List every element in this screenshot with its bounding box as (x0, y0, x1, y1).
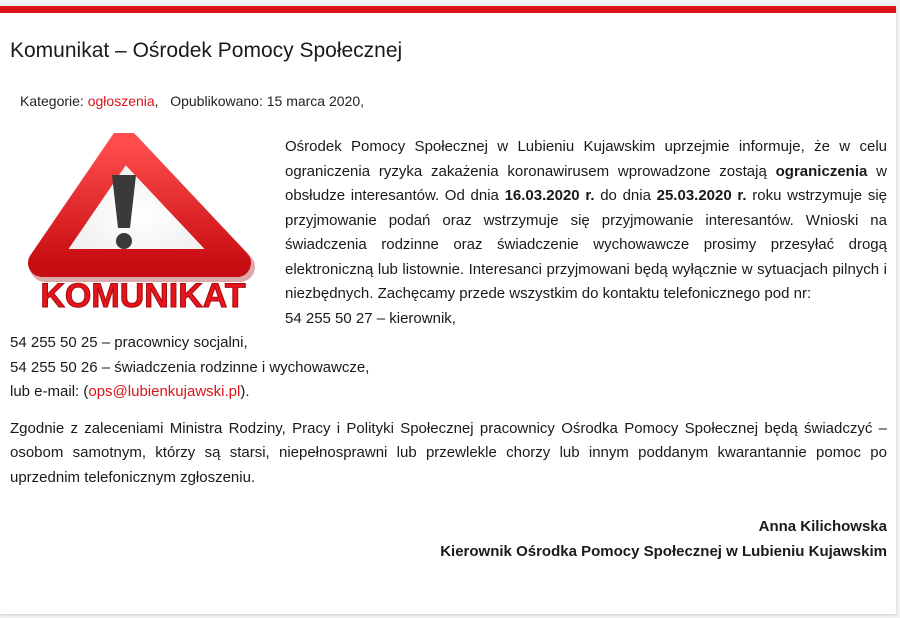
signature-role: Kierownik Ośrodka Pomocy Społecznej w Lubieniu Kujawskim (440, 543, 887, 560)
highlight-end-date: 25.03.2020 r. (656, 187, 747, 204)
banner-word: KOMUNIKAT (40, 277, 246, 315)
post-card (0, 6, 896, 614)
signature-name: Anna Kilichowska (758, 518, 887, 535)
category-separator: , (154, 93, 159, 109)
category-link[interactable]: ogłoszenia (87, 93, 155, 109)
published-date: 15 marca 2020, (266, 93, 365, 109)
post-content (10, 135, 887, 564)
intro-paragraph: Ośrodek Pomocy Społecznej w Lubieniu Kujawskim uprzejmie informuje, że w celu ograniczenia ryzyka zakażenia koronawirusem wprowadzone zostają ograniczenia w obsłudze interesantów. Od dnia 16.03.2020 r. do dnia 25.03.2020 r. roku wstrzymuje się przyjmowanie podań oraz wstrzymuje się przyjmowanie interesantów. Wnioski na świadczenia rodzinne oraz świadczenie wychowawcze prosimy przesyłać drogą elektroniczną lub listownie. Interesanci przyjmowani będą wyłącznie w sytuacjach pilnych i niezbędnych. Zachęcamy przede wszystkim do kontaktu telefonicznego pod nr: (285, 138, 888, 302)
published-label: Opublikowano: (170, 93, 263, 109)
email-link[interactable]: ops@lubienkujawski.pl (88, 383, 241, 400)
email-line: lub e-mail: (ops@lubienkujawski.pl). (10, 383, 250, 400)
post-title: Komunikat – Ośrodek Pomocy Społecznej (10, 39, 403, 62)
highlight-restrictions: ograniczenia (775, 162, 868, 180)
categories-label: Kategorie: (20, 93, 84, 109)
post-meta (20, 93, 364, 109)
guidelines-paragraph: Zgodnie z zaleceniami Ministra Rodziny, Pracy i Polityki Społecznej pracownicy Ośrodka Pomocy Społecznej będą świadczyć – osobom samotnym, którzy są starsi, niepełnosprawni lub przewlekle chorzy lub innym poddanym kwarantannie pomoc po uprzednim telefonicznym zgłoszeniu. (10, 419, 887, 486)
contact-line: 54 255 50 26 – świadczenia rodzinne i wychowawcze, (10, 358, 370, 376)
highlight-start-date: 16.03.2020 r. (504, 187, 595, 204)
signature (10, 514, 887, 564)
contact-line: 54 255 50 27 – kierownik, (285, 309, 456, 327)
contact-line: 54 255 50 25 – pracownicy socjalni, (10, 334, 248, 351)
